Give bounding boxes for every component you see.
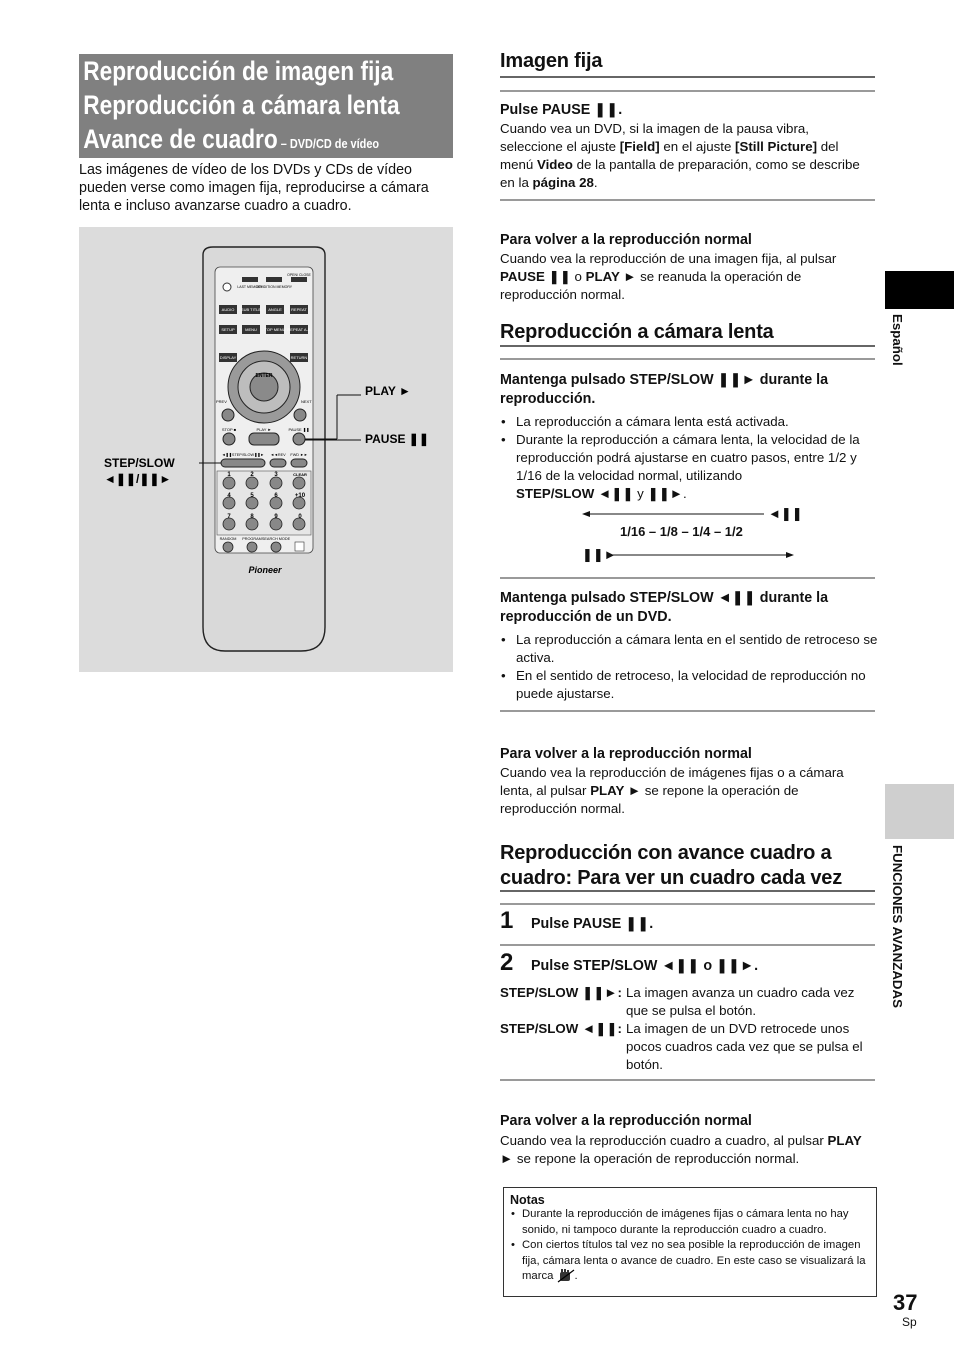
page-number: 37 [893, 1290, 918, 1315]
prohibited-hand-icon [557, 1269, 575, 1283]
speed-diagram [580, 506, 803, 562]
notes-title: Notas [510, 1193, 545, 1207]
callout-step-slow-symbols: ◄❚❚/❚❚► [104, 472, 172, 486]
side-section-label: FUNCIONES AVANZADAS [890, 845, 905, 1009]
remote-prev-label: PREV [216, 399, 227, 404]
speed-steps: 1/16 – 1/8 – 1/4 – 1/2 [620, 524, 743, 539]
remote-program-label: PROGRAM [242, 537, 262, 541]
s3-body-return: Cuando vea la reproducción cuadro a cuadro, al pulsar PLAY ► se repone la operación de reproducción normal. [500, 1133, 862, 1166]
s1-body-2: Cuando vea la reproducción de una imagen fija, al pulsar PAUSE ❚❚ o PLAY ► se reanuda la operación de reproducción normal. [500, 251, 837, 302]
remote-subtitle-label: SUB TITLE [240, 307, 262, 312]
remote-open-close-label: OPEN/ CLOSE [287, 273, 311, 277]
speed-forward-symbol: ❚❚► [582, 547, 617, 562]
title-line-1: Reproducción de imagen fija [83, 56, 394, 86]
remote-rev-label: ◄◄REV [270, 453, 286, 457]
remote-stop-label: STOP ■ [221, 427, 237, 432]
remote-display-label: DISPLAY [219, 355, 237, 360]
remote-repeat-label: REPEAT [291, 307, 307, 312]
callout-play: PLAY ► [365, 384, 411, 398]
section-rule [500, 90, 875, 92]
section-imagen-fija-title: Imagen fija [500, 50, 603, 72]
s2-heading-1: Mantenga pulsado STEP/SLOW ❚❚► durante la reproducción. [500, 372, 829, 407]
s3-heading-return: Para volver a la reproducción normal [500, 1113, 752, 1129]
step-1-text: Pulse PAUSE ❚❚. [531, 916, 654, 932]
section-rule [500, 345, 875, 347]
section-rule [500, 944, 875, 946]
def-1-term: STEP/SLOW ❚❚►: [500, 985, 622, 1000]
remote-key-8: 8 [250, 514, 254, 520]
remote-key-clear: CLEAR [293, 472, 307, 477]
remote-last-memory-label: LAST MEMORY [237, 285, 263, 289]
list-item: • Con ciertos títulos tal vez no sea posible la reproducción de imagen fija, cámara lenta o avance de cuadro. En este caso se visualizará la marca . [510, 1238, 870, 1285]
remote-search-mode-label: SEARCH MODE [261, 537, 291, 541]
speed-reverse-symbol: ◄❚❚ [768, 506, 803, 521]
section-camara-lenta-title: Reproducción a cámara lenta [500, 321, 774, 343]
list-item: • La reproducción a cámara lenta está activada. [500, 413, 875, 431]
title-line-3: Avance de cuadro – DVD/CD de vídeo [83, 124, 380, 154]
intro-text: Las imágenes de vídeo de los DVDs y CDs de vídeo pueden verse como imagen fija, reproducirse a cámara lenta e incluso avanzarse cuadro a cuadro. [79, 162, 429, 214]
section-rule [500, 903, 875, 905]
def-2-term: STEP/SLOW ◄❚❚: [500, 1021, 622, 1036]
notes-list [510, 1207, 870, 1285]
section-rule [500, 358, 875, 360]
def-2-text: La imagen de un DVD retrocede unos pocos cuadros cada vez que se pulsa el botón. [626, 1021, 863, 1072]
remote-repeat-ab-label: REPEAT A-B [287, 327, 311, 332]
step-number-1: 1 [500, 907, 514, 934]
section-rule [500, 710, 875, 712]
side-tab-grey [885, 784, 954, 839]
remote-key-5: 5 [250, 493, 254, 499]
remote-audio-label: AUDIO [221, 307, 235, 312]
s1-heading-pause: Pulse PAUSE ❚❚. [500, 102, 623, 118]
s1-heading-return: Para volver a la reproducción normal [500, 232, 752, 248]
s2-bullets-2 [500, 631, 878, 703]
side-language-label: Español [890, 314, 905, 366]
remote-pause-label: PAUSE ❚❚ [288, 427, 310, 432]
s1-body-1: Cuando vea un DVD, si la imagen de la pausa vibra, seleccione el ajuste [Field] en el ajuste [Still Picture] del menú Video de la pantalla de preparación, como se describe en la página 28. [500, 121, 860, 190]
section-rule [500, 76, 875, 78]
remote-play-label: PLAY ► [256, 427, 272, 432]
section-rule [500, 890, 875, 892]
remote-figure [79, 227, 453, 672]
remote-key-3: 3 [274, 472, 278, 478]
remote-fwd-label: FWD ►► [290, 453, 308, 457]
remote-key-2: 2 [250, 472, 254, 478]
remote-brand-logo: Pioneer [248, 565, 282, 575]
s2-body-return: Cuando vea la reproducción de imágenes fijas o a cámara lenta, al pulsar PLAY ► se repone la operación de reproducción normal. [500, 765, 844, 816]
page-language-code: Sp [902, 1315, 917, 1329]
section-rule [500, 577, 875, 579]
remote-key-6: 6 [274, 493, 278, 499]
step-2-text: Pulse STEP/SLOW ◄❚❚ o ❚❚►. [531, 958, 759, 974]
remote-step-slow-label: ◄❚❚STEP/SLOW❚❚► [221, 453, 265, 457]
list-item: • Durante la reproducción de imágenes fijas o cámara lenta no hay sonido, ni tampoco durante la reproducción cuadro a cuadro. [510, 1207, 870, 1238]
s2-bullets-1 [500, 413, 875, 503]
remote-key-7: 7 [227, 514, 231, 520]
section-rule [500, 199, 875, 201]
list-item: • La reproducción a cámara lenta en el sentido de retroceso se activa. [500, 631, 878, 667]
s2-heading-2: Mantenga pulsado STEP/SLOW ◄❚❚ durante la reproducción de un DVD. [500, 590, 829, 625]
list-item: • Durante la reproducción a cámara lenta, la velocidad de la reproducción podrá ajustarse en cuatro pasos, entre 1/2 y 1/16 de la velocidad normal, utilizando STEP/SLOW ◄❚❚ y ❚❚►. [500, 431, 875, 503]
section-rule [500, 1079, 875, 1081]
remote-random-label: RANDOM [219, 537, 237, 541]
remote-key-0: 0 [298, 514, 302, 520]
remote-key-1: 1 [227, 472, 231, 478]
title-subtitle: – DVD/CD de vídeo [277, 136, 380, 151]
def-1-text: La imagen avanza un cuadro cada vez que se pulsa el botón. [626, 985, 855, 1018]
remote-angle-label: ANGLE [268, 307, 282, 312]
page-title-block [79, 54, 453, 158]
side-tab-dark [885, 271, 954, 309]
remote-setup-label: SETUP [221, 327, 235, 332]
s2-heading-return: Para volver a la reproducción normal [500, 746, 752, 762]
step-number-2: 2 [500, 949, 514, 976]
remote-menu-label: MENU [245, 327, 257, 332]
remote-illustration [79, 227, 453, 672]
remote-key-9: 9 [274, 514, 278, 520]
notes-box [503, 1187, 877, 1297]
callout-step-slow: STEP/SLOW [104, 456, 175, 470]
title-line-2: Reproducción a cámara lenta [83, 90, 400, 120]
remote-next-label: NEXT [301, 399, 312, 404]
remote-enter-label: ENTER [255, 373, 273, 379]
remote-condition-memory-label: CONDITION MEMORY [255, 285, 293, 289]
callout-pause: PAUSE ❚❚ [365, 432, 429, 446]
section-avance-title: Reproducción con avance cuadro a cuadro: Para ver un cuadro cada vez [500, 842, 843, 889]
remote-key-plus10: +10 [294, 493, 306, 499]
remote-top-menu-label: TOP MENU [264, 327, 286, 332]
list-item: • En el sentido de retroceso, la velocidad de reproducción no puede ajustarse. [500, 667, 878, 703]
remote-key-4: 4 [227, 493, 231, 499]
remote-return-label: RETURN [290, 355, 308, 360]
